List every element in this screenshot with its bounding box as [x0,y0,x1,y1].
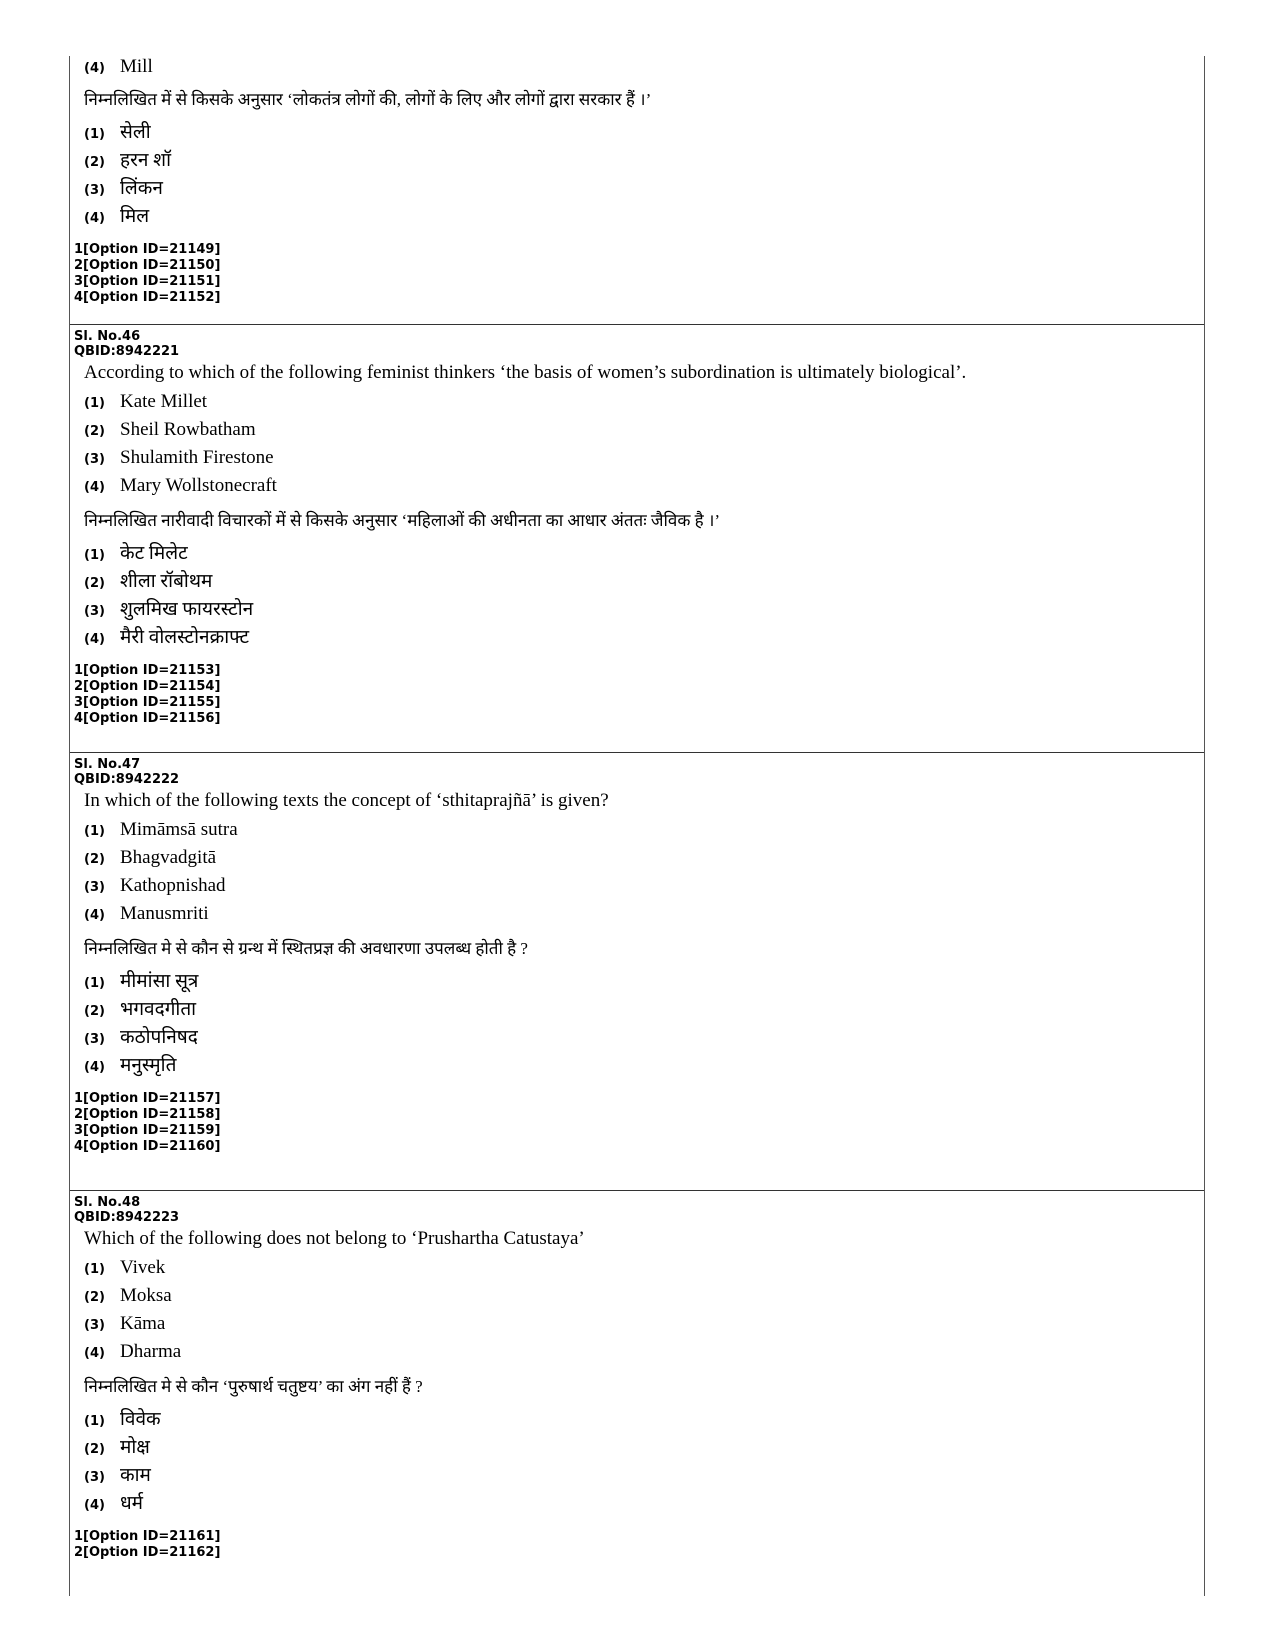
option-number: (3) [84,1032,105,1047]
question-paper-page [69,56,1205,1596]
option-hi-4 [84,1489,1204,1517]
option-text: हरन शॉ [120,150,171,171]
option-number: (1) [84,127,105,142]
option-text: शुलमिख फायरस्टोन [120,599,254,620]
option-id: 1[Option ID=21157] [74,1091,221,1106]
question-block-47 [70,752,1204,1190]
option-id: 4[Option ID=21156] [74,711,221,726]
option-hi-3 [84,1461,1204,1489]
option-text: Kate Millet [120,391,208,412]
option-number: (4) [84,632,105,647]
option-text: काम [120,1465,151,1486]
option-text: केट मिलेट [120,543,188,564]
option-en-4 [84,1341,1204,1369]
option-en-4 [84,475,1204,503]
option-id-list [74,242,1204,306]
question-block-46 [70,324,1204,752]
option-id: 2[Option ID=21154] [74,679,221,694]
option-id: 1[Option ID=21149] [74,242,221,257]
option-number: (2) [84,576,105,591]
option-text: सेली [120,122,151,143]
option-hi-2 [84,1433,1204,1461]
option-hi-2 [84,567,1204,595]
option-text: मीमांसा सूत्र [120,971,199,992]
option-id: 3[Option ID=21159] [74,1123,221,1138]
question-text-english: Which of the following does not belong to ‘Prushartha Catustaya’ [84,1228,585,1249]
option-id: 1[Option ID=21161] [74,1529,221,1544]
option-number: (4) [84,211,105,226]
option-number: (2) [84,852,105,867]
option-number: (4) [84,480,105,495]
option-en-3 [84,1313,1204,1341]
option-hi-3 [84,174,1204,202]
option-hi-4 [84,623,1204,651]
option-number: (3) [84,880,105,895]
option-hi-3 [84,1023,1204,1051]
option-number: (3) [84,183,105,198]
option-id: 3[Option ID=21151] [74,274,221,289]
option-text: कठोपनिषद [120,1027,198,1048]
question-text-hindi: निम्नलिखित मे से कौन से ग्रन्थ में स्थितप्रज्ञ की अवधारणा उपलब्ध होती है ? [84,939,528,958]
option-en-2 [84,419,1204,447]
option-en-1 [84,1257,1204,1285]
option-text: Moksa [120,1285,172,1306]
question-block-48 [70,1190,1204,1596]
option-text: भगवदगीता [120,999,197,1020]
option-text: Dharma [120,1341,182,1362]
option-hi-3 [84,595,1204,623]
option-text: Kathopnishad [120,875,226,896]
option-number: (1) [84,824,105,839]
option-number: (3) [84,1470,105,1485]
option-en-3 [84,875,1204,903]
option-hi-1 [84,118,1204,146]
option-hi-4 [84,202,1204,230]
option-id: 4[Option ID=21152] [74,290,221,305]
option-en-4 [84,56,1204,84]
option-number: (4) [84,1060,105,1075]
option-number: (4) [84,1498,105,1513]
option-en-2 [84,847,1204,875]
option-number: (2) [84,155,105,170]
option-text: Vivek [120,1257,166,1278]
option-text: मनुस्मृति [120,1055,177,1076]
option-text: शीला रॉबोथम [120,571,213,592]
option-text: Kāma [120,1313,166,1334]
option-number: (3) [84,604,105,619]
question-block-45-tail [70,56,1204,324]
option-hi-2 [84,146,1204,174]
option-en-1 [84,819,1204,847]
question-bank-id: QBID:8942222 [74,772,180,787]
option-number: (2) [84,424,105,439]
question-bank-id: QBID:8942223 [74,1210,180,1225]
option-id: 1[Option ID=21153] [74,663,221,678]
option-text: Shulamith Firestone [120,447,274,468]
option-text: मिल [120,206,150,227]
option-text: लिंकन [120,178,163,199]
option-text: Mary Wollstonecraft [120,475,277,496]
option-hi-4 [84,1051,1204,1079]
option-text: मैरी वोलस्टोनक्राफ्ट [120,627,250,648]
option-text: Mimāmsā sutra [120,819,238,840]
option-hi-1 [84,967,1204,995]
option-text: Mill [120,56,153,77]
option-text: Bhagvadgitā [120,847,217,868]
option-number: (2) [84,1290,105,1305]
option-hi-1 [84,539,1204,567]
question-bank-id: QBID:8942221 [74,344,180,359]
option-en-2 [84,1285,1204,1313]
option-number: (3) [84,452,105,467]
option-text: धर्म [120,1493,144,1514]
option-number: (1) [84,1262,105,1277]
option-text: Manusmriti [120,903,209,924]
option-text: Sheil Rowbatham [120,419,256,440]
question-text-english: According to which of the following feminist thinkers ‘the basis of women’s subordination is ultimately biological’. [84,362,967,383]
option-id-list [74,1529,1204,1561]
serial-number: Sl. No.46 [74,329,141,344]
option-number: (2) [84,1004,105,1019]
option-en-1 [84,391,1204,419]
serial-number: Sl. No.48 [74,1195,141,1210]
option-id: 2[Option ID=21150] [74,258,221,273]
question-text-hindi: निम्नलिखित मे से कौन ‘पुरुषार्थ चतुष्टय’ का अंग नहीं हैं ? [84,1377,423,1396]
option-en-4 [84,903,1204,931]
option-en-3 [84,447,1204,475]
option-text: मोक्ष [120,1437,150,1458]
option-hi-2 [84,995,1204,1023]
option-id: 2[Option ID=21158] [74,1107,221,1122]
option-id: 4[Option ID=21160] [74,1139,221,1154]
option-number: (4) [84,1346,105,1361]
option-id-list [74,663,1204,727]
option-number: (1) [84,976,105,991]
option-id: 2[Option ID=21162] [74,1545,221,1560]
option-number: (4) [84,61,105,76]
option-text: विवेक [120,1409,161,1430]
option-number: (4) [84,908,105,923]
option-number: (3) [84,1318,105,1333]
option-number: (2) [84,1442,105,1457]
option-number: (1) [84,396,105,411]
option-number: (1) [84,548,105,563]
question-text-english: In which of the following texts the concept of ‘sthitaprajñā’ is given? [84,790,609,811]
serial-number: Sl. No.47 [74,757,141,772]
question-text-hindi: निम्नलिखित में से किसके अनुसार ‘लोकतंत्र लोगों की, लोगों के लिए और लोगों द्वारा सरकार हैं ।’ [84,90,652,109]
option-id-list [74,1091,1204,1155]
option-number: (1) [84,1414,105,1429]
question-text-hindi: निम्नलिखित नारीवादी विचारकों में से किसके अनुसार ‘महिलाओं की अधीनता का आधार अंततः जैविक है ।’ [84,511,721,530]
option-hi-1 [84,1405,1204,1433]
option-id: 3[Option ID=21155] [74,695,221,710]
